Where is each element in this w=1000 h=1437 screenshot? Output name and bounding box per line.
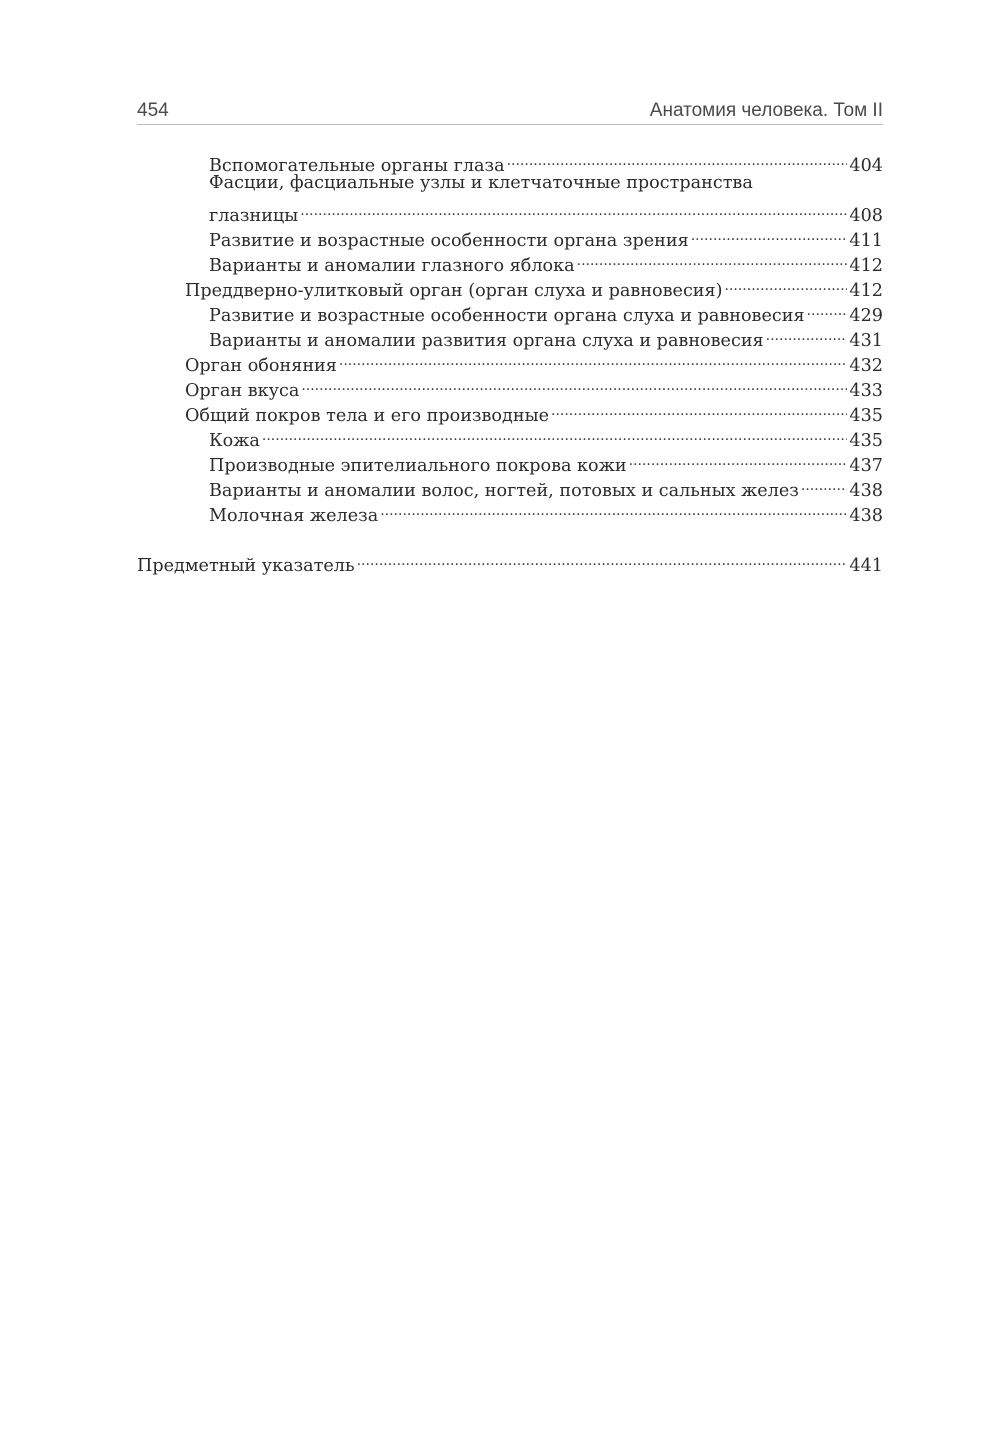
dot-leader (629, 446, 848, 471)
toc-entry-page: 441 (849, 556, 883, 576)
toc-entry-title: Вспомогательные органы глаза (209, 156, 505, 176)
toc-entry-title: Варианты и аномалии глазного яблока (209, 256, 575, 276)
dot-leader (300, 196, 847, 221)
toc-entry-title: Орган вкуса (185, 381, 300, 401)
dot-leader (301, 371, 847, 396)
dot-leader (801, 471, 848, 496)
toc-entry-page: 404 (849, 156, 883, 176)
dot-leader (507, 146, 848, 171)
toc-entry-title: Варианты и аномалии развития органа слуха и равновесия (209, 331, 764, 351)
toc-entry-title-line1: Фасции, фасциальные узлы и клетчаточные пространства (209, 173, 753, 193)
toc-entry-title: Кожа (209, 431, 260, 451)
dot-leader (691, 221, 848, 246)
toc-entry-title: Предметный указатель (137, 556, 355, 576)
book-title: Анатомия человека. Том II (649, 100, 883, 121)
toc-entry-page: 438 (849, 481, 883, 501)
toc-entry-page: 435 (849, 431, 883, 451)
toc-entry-page: 412 (849, 281, 883, 301)
toc-entry-page: 429 (849, 306, 883, 326)
dot-leader (262, 421, 848, 446)
dot-leader (766, 321, 848, 346)
toc-entry-page: 408 (849, 206, 883, 226)
dot-leader (577, 246, 848, 271)
toc-entry (137, 146, 883, 176)
toc-entry-title: Развитие и возрастные особенности органа зрения (209, 231, 689, 251)
page-number: 454 (137, 100, 169, 121)
toc-entry-title: Общий покров тела и его производные (185, 406, 549, 426)
toc-entry-page: 411 (849, 231, 883, 251)
toc-entry-title: Производные эпителиального покрова кожи (209, 456, 627, 476)
toc-entry-title: глазницы (209, 206, 299, 226)
toc-entry-page: 431 (849, 331, 883, 351)
toc-entry-page: 435 (849, 406, 883, 426)
dot-leader (807, 296, 848, 321)
running-header (137, 96, 883, 125)
dot-leader (551, 396, 847, 421)
toc-entry (137, 196, 883, 226)
toc-entry-page: 433 (849, 381, 883, 401)
dot-leader (380, 496, 847, 521)
toc-entry-title: Орган обоняния (185, 356, 337, 376)
toc-entry-page: 437 (849, 456, 883, 476)
toc-entry (137, 546, 883, 576)
dot-leader (725, 271, 848, 296)
dot-leader (357, 546, 848, 571)
toc-entry-page: 412 (849, 256, 883, 276)
toc-entry-title: Развитие и возрастные особенности органа слуха и равновесия (209, 306, 805, 326)
toc-entry-page: 438 (849, 506, 883, 526)
toc-entry-title: Варианты и аномалии волос, ногтей, потовых и сальных желез (209, 481, 799, 501)
toc-entry-page: 432 (849, 356, 883, 376)
toc-entry-title: Преддверно-улитковый орган (орган слуха и равновесия) (185, 281, 723, 301)
table-of-contents (137, 146, 883, 576)
dot-leader (339, 346, 848, 371)
toc-entry-title: Молочная железа (209, 506, 379, 526)
